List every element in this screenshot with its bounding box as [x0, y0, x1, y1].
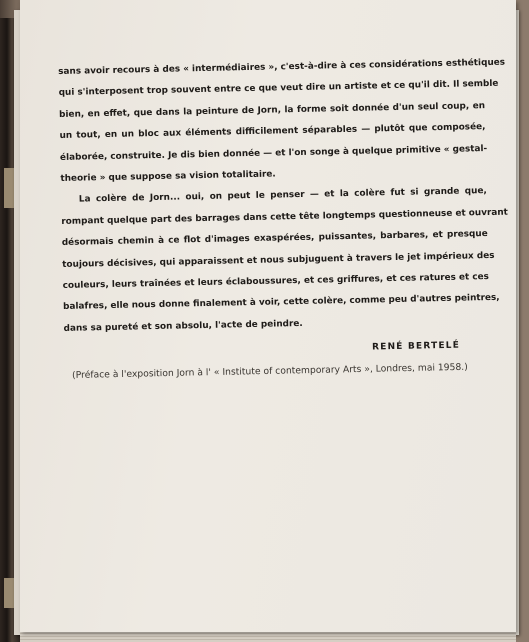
body-line: bien, en effet, que dans la peinture de Jorn, la forme soit donnée d'un seul coup, en [59, 100, 486, 120]
body-line: rompant quelque part des barrages dans cette tête longtemps questionneuse et ouvrant [61, 207, 508, 227]
body-text [58, 53, 508, 365]
body-line: couleurs, leurs traînées et leurs éclaboussures, et ces griffures, et ces ratures et ces [62, 271, 490, 291]
body-line: qui s'interposent trop souvent entre ce que veut dire un artiste et ce qu'il dit. Il semble [58, 79, 499, 99]
body-line: toujours décisives, qui apparaissent et nous subjuguent à travers le jet impérieux des [62, 250, 495, 270]
body-line: un tout, en un bloc aux éléments difficilement séparables — plutôt que composée, [59, 122, 486, 142]
body-line: dans sa pureté et son absolu, l'acte de peindre. [63, 318, 303, 334]
spine-band [4, 578, 14, 608]
spine-band [4, 168, 14, 208]
preface-caption: (Préface à l'exposition Jorn à l' « Institute of contemporary Arts », Londres, mai 1958.) [72, 361, 468, 381]
body-line: La colère de Jorn... oui, on peut le penser — et la colère fut si grande que, [78, 186, 487, 205]
body-line: sans avoir recours à des « intermédiaires », c'est-à-dire à ces considérations esthétiques [58, 57, 506, 77]
body-line: élaborée, construite. Je dis bien donnée — et l'on songe à quelque primitive « gestal- [59, 143, 488, 163]
body-line: désormais chemin à ce flot d'images exaspérées, puissantes, barbares, et presque [61, 229, 488, 249]
body-line: balafres, elle nous donne finalement à voir, cette colère, comme peu d'autres peintres, [63, 293, 500, 313]
author-signature: RENÉ BERTELÉ [371, 340, 461, 353]
body-line: theorie » que suppose sa vision totalitaire. [60, 169, 276, 184]
